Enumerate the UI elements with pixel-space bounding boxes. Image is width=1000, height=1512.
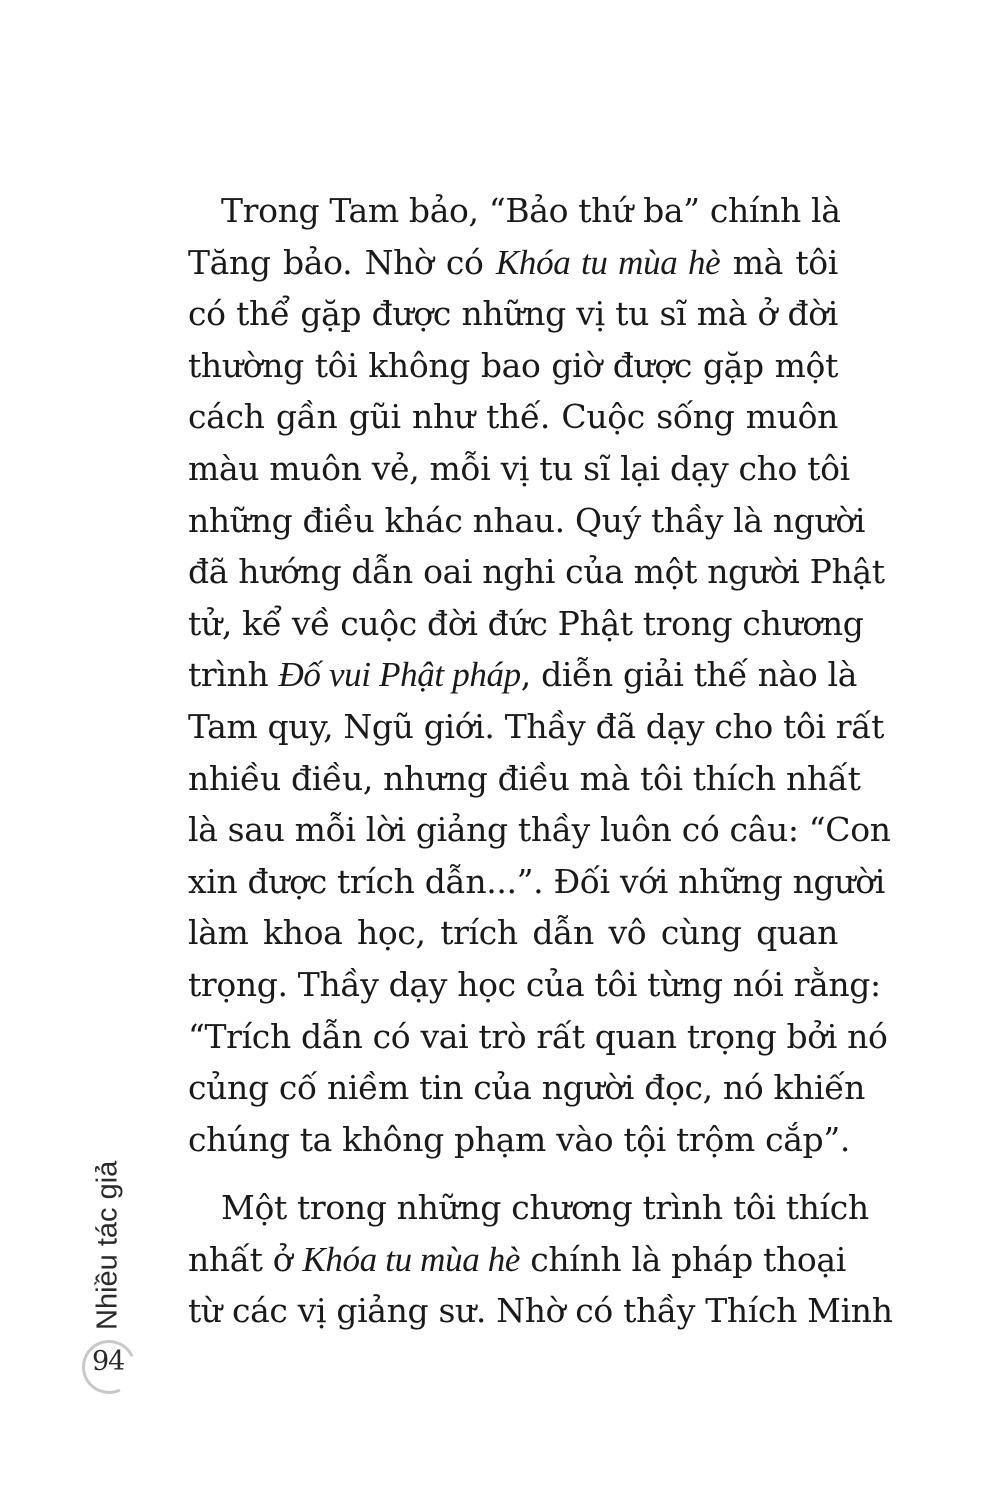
text-line: chúng ta không phạm vào tội trộm cắp”. bbox=[188, 1119, 850, 1159]
text-line: cách gần gũi như thế. Cuộc sống muôn bbox=[188, 397, 838, 437]
italic-title: Khóa tu mùa hè bbox=[495, 242, 721, 282]
text-line: màu muôn vẻ, mỗi vị tu sĩ lại dạy cho tôi bbox=[188, 448, 850, 488]
text-line: Trong Tam bảo, “Bảo thứ ba” chính là bbox=[221, 191, 841, 230]
text-run: trình bbox=[188, 655, 279, 695]
page-number-badge bbox=[82, 1340, 138, 1396]
text-run: Tăng bảo. Nhờ có bbox=[188, 242, 496, 282]
text-line bbox=[188, 1234, 846, 1286]
text-line bbox=[188, 237, 838, 289]
italic-title: Khóa tu mùa hè bbox=[302, 1239, 521, 1279]
text-line: từ các vị giảng sư. Nhờ có thầy Thích Minh bbox=[188, 1291, 893, 1331]
text-line: là sau mỗi lời giảng thầy luôn có câu: “Con bbox=[188, 810, 891, 850]
page-number: 94 bbox=[92, 1346, 125, 1377]
text-line: những điều khác nhau. Quý thầy là người bbox=[188, 500, 866, 540]
text-line: có thể gặp được những vị tu sĩ mà ở đời bbox=[188, 294, 838, 334]
body-text bbox=[188, 185, 893, 1337]
text-line: củng cố niềm tin của người đọc, nó khiến bbox=[188, 1068, 866, 1108]
text-run: nhất ở bbox=[188, 1239, 303, 1279]
text-line: tử, kể về cuộc đời đức Phật trong chương bbox=[188, 603, 864, 643]
paragraph bbox=[188, 1182, 893, 1337]
text-line: Một trong những chương trình tôi thích bbox=[221, 1188, 869, 1228]
running-head: Nhiều tác giả bbox=[91, 1160, 124, 1330]
paragraph bbox=[188, 185, 891, 1165]
text-run: mà tôi bbox=[720, 242, 839, 282]
text-line: nhiều điều, nhưng điều mà tôi thích nhất bbox=[188, 758, 861, 798]
paragraph-gap bbox=[188, 1165, 838, 1182]
text-line: xin được trích dẫn...”. Đối với những người bbox=[188, 861, 885, 901]
text-line: “Trích dẫn có vai trò rất quan trọng bởi nó bbox=[188, 1016, 888, 1056]
text-line: đã hướng dẫn oai nghi của một người Phật bbox=[188, 552, 885, 592]
text-line: Tam quy, Ngũ giới. Thầy đã dạy cho tôi rất bbox=[188, 706, 885, 746]
text-line bbox=[188, 649, 858, 701]
text-line: làm khoa học, trích dẫn vô cùng quan bbox=[188, 913, 838, 953]
text-run: chính là pháp thoại bbox=[520, 1239, 846, 1279]
text-run: , diễn giải thế nào là bbox=[520, 655, 858, 695]
text-line: trọng. Thầy dạy học của tôi từng nói rằng: bbox=[188, 964, 881, 1004]
text-line: thường tôi không bao giờ được gặp một bbox=[188, 345, 838, 385]
italic-title: Đố vui Phật pháp bbox=[278, 655, 521, 695]
